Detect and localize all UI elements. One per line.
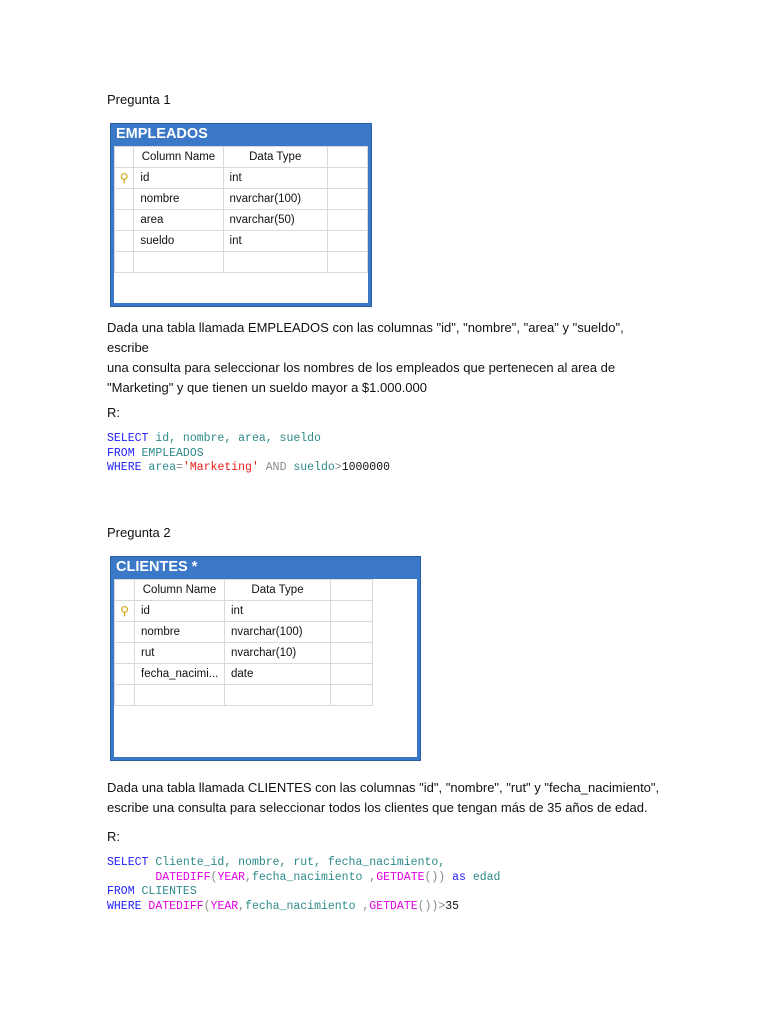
data-type-cell: int: [223, 231, 327, 252]
data-type-cell: nvarchar(10): [225, 643, 331, 664]
answer-2-label: R:: [107, 829, 120, 844]
primary-key-icon: ⚲: [119, 171, 129, 185]
column-name-cell: fecha_nacimi...: [135, 664, 225, 685]
column-name-header: Column Name: [135, 580, 225, 601]
data-type-cell: nvarchar(100): [225, 622, 331, 643]
column-name-cell: id: [134, 168, 223, 189]
answer-2-code: SELECT Cliente_id, nombre, rut, fecha_nacimiento, DATEDIFF(YEAR,fecha_nacimiento ,GETDATE()) as edad FROM CLIENTES WHERE DATEDIFF(YEAR,fecha_nacimiento ,GETDATE())>35: [107, 856, 501, 913]
question-1-heading: Pregunta 1: [107, 92, 171, 107]
table-row[interactable]: [115, 622, 373, 643]
table-row[interactable]: [115, 189, 368, 210]
data-type-header: Data Type: [223, 147, 327, 168]
header-row: [115, 580, 373, 601]
data-type-header: Data Type: [225, 580, 331, 601]
data-type-cell: nvarchar(100): [223, 189, 327, 210]
column-name-cell: area: [134, 210, 223, 231]
table-row[interactable]: [115, 601, 373, 622]
primary-key-icon: ⚲: [120, 604, 129, 618]
data-type-cell: int: [223, 168, 327, 189]
data-type-cell: date: [225, 664, 331, 685]
column-name-cell: id: [135, 601, 225, 622]
columns-grid: [114, 146, 368, 273]
question-2-description: Dada una tabla llamada CLIENTES con las columnas "id", "nombre", "rut" y "fecha_nacimiento", escribe una consulta para seleccionar todos los clientes que tengan más de 35 años de edad.: [107, 780, 660, 815]
column-name-cell: nombre: [134, 189, 223, 210]
data-type-cell: int: [225, 601, 331, 622]
clientes-table-diagram: [110, 556, 421, 761]
table-row[interactable]: [115, 664, 373, 685]
table-title: CLIENTES *: [116, 559, 198, 575]
table-row[interactable]: [115, 231, 368, 252]
table-row[interactable]: [115, 643, 373, 664]
table-row[interactable]: [115, 168, 368, 189]
data-type-cell: nvarchar(50): [223, 210, 327, 231]
table-row[interactable]: [115, 210, 368, 231]
table-row-empty[interactable]: [115, 252, 368, 273]
table-title: EMPLEADOS: [116, 126, 208, 142]
table-row-empty[interactable]: [115, 685, 373, 706]
empleados-table-diagram: [110, 123, 372, 307]
column-name-cell: nombre: [135, 622, 225, 643]
columns-grid: [114, 579, 373, 706]
column-name-cell: sueldo: [134, 231, 223, 252]
question-2-heading: Pregunta 2: [107, 525, 171, 540]
column-name-header: Column Name: [134, 147, 223, 168]
column-name-cell: rut: [135, 643, 225, 664]
question-1-description: Dada una tabla llamada EMPLEADOS con las columnas "id", "nombre", "area" y "sueldo", escribe una consulta para seleccionar los nombres de los empleados que pertenecen al area de "Marketing" y que tienen un sueldo mayor a $1.000.000: [107, 320, 624, 395]
answer-1-code: SELECT id, nombre, area, sueldo FROM EMPLEADOS WHERE area='Marketing' AND sueldo>1000000: [107, 432, 391, 474]
header-row: [115, 147, 368, 168]
answer-1-label: R:: [107, 405, 120, 420]
